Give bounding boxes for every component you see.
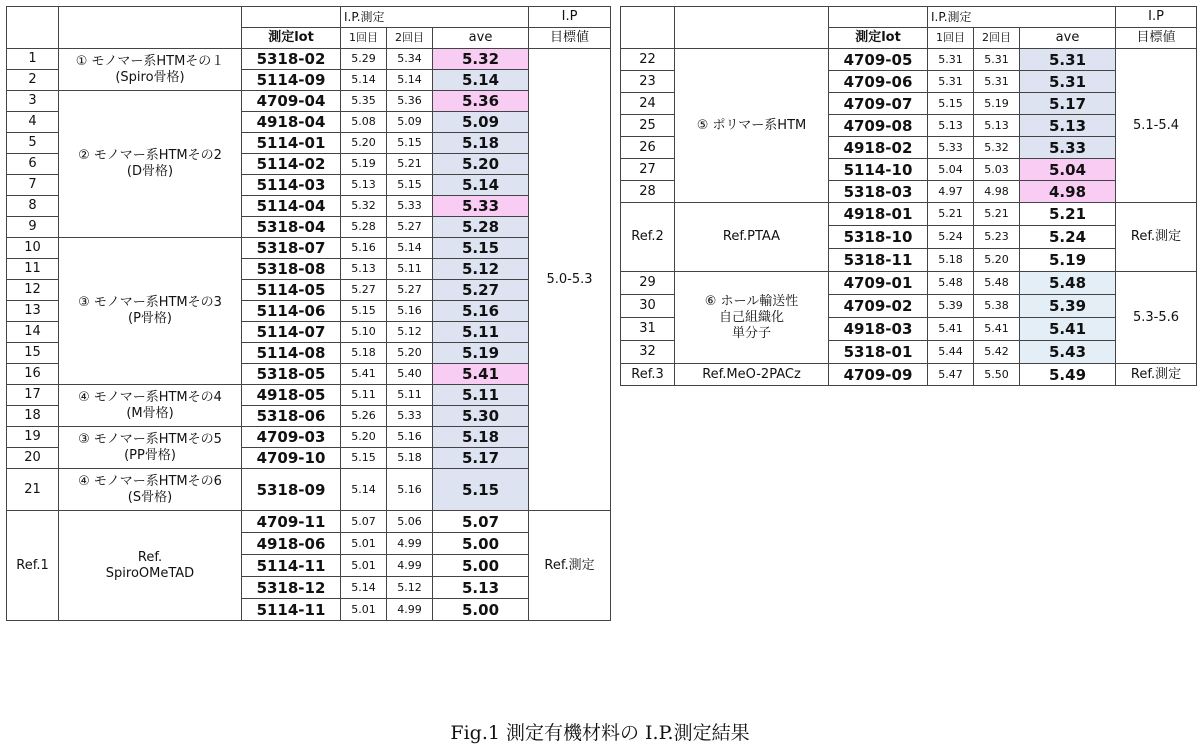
lot-cell: 5318-07: [242, 238, 341, 259]
lot-cell: 5114-01: [242, 133, 341, 154]
second-measure-cell: 5.03: [974, 159, 1020, 181]
second-measure-cell: 5.34: [387, 49, 433, 70]
second-measure-cell: 5.50: [974, 364, 1020, 386]
lot-cell: 4709-02: [829, 295, 928, 318]
first-measure-cell: 5.20: [341, 427, 387, 448]
first-measure-cell: 5.18: [928, 249, 974, 272]
second-measure-cell: 5.40: [387, 364, 433, 385]
first-measure-cell: 5.33: [928, 137, 974, 159]
ave-cell: 5.00: [433, 533, 529, 555]
second-measure-cell: 4.98: [974, 181, 1020, 203]
row-number: 25: [621, 115, 675, 137]
ave-cell: 5.17: [1020, 93, 1116, 115]
second-measure-cell: 5.21: [387, 154, 433, 175]
lot-cell: 5318-06: [242, 406, 341, 427]
table-row: [7, 469, 611, 511]
ave-cell: 5.16: [433, 301, 529, 322]
table-row: [7, 91, 611, 112]
ave-cell: 5.00: [433, 599, 529, 621]
header-ave: ave: [1020, 28, 1116, 49]
first-measure-cell: 5.21: [928, 203, 974, 226]
lot-cell: 5318-11: [829, 249, 928, 272]
ave-cell: 5.13: [1020, 115, 1116, 137]
ave-cell: 5.24: [1020, 226, 1116, 249]
ave-cell: 5.12: [433, 259, 529, 280]
ave-cell: 5.13: [433, 577, 529, 599]
lot-cell: 5114-06: [242, 301, 341, 322]
ave-cell: 5.21: [1020, 203, 1116, 226]
ip-target-cell: Ref.測定: [529, 511, 611, 621]
ip-target-cell: 5.3-5.6: [1116, 272, 1197, 364]
group-label: ④ モノマー系HTMその4 (M骨格): [59, 385, 242, 427]
first-measure-cell: 5.16: [341, 238, 387, 259]
second-measure-cell: 5.31: [974, 71, 1020, 93]
lot-cell: 5318-02: [242, 49, 341, 70]
header-ip-measure: I.P.測定: [928, 7, 1116, 28]
lot-cell: 5114-08: [242, 343, 341, 364]
header-target: 目標値: [1116, 28, 1197, 49]
lot-cell: 4709-08: [829, 115, 928, 137]
first-measure-cell: 5.08: [341, 112, 387, 133]
second-measure-cell: 5.16: [387, 301, 433, 322]
first-measure-cell: 5.01: [341, 555, 387, 577]
group-label: ⑤ ポリマー系HTM: [675, 49, 829, 203]
lot-cell: 5318-10: [829, 226, 928, 249]
lot-cell: 5114-10: [829, 159, 928, 181]
first-measure-cell: 5.41: [341, 364, 387, 385]
ave-cell: 5.36: [433, 91, 529, 112]
row-number: 6: [7, 154, 59, 175]
group-label: Ref.MeO-2PACz: [675, 364, 829, 386]
ip-target-cell: Ref.測定: [1116, 364, 1197, 386]
table-row: [621, 7, 1197, 28]
ave-cell: 5.07: [433, 511, 529, 533]
first-measure-cell: 5.18: [341, 343, 387, 364]
header-first: 1回目: [928, 28, 974, 49]
first-measure-cell: 5.26: [341, 406, 387, 427]
row-number: 10: [7, 238, 59, 259]
second-measure-cell: 5.13: [974, 115, 1020, 137]
first-measure-cell: 5.48: [928, 272, 974, 295]
second-measure-cell: 5.20: [387, 343, 433, 364]
first-measure-cell: 5.15: [341, 301, 387, 322]
ave-cell: 5.32: [433, 49, 529, 70]
first-measure-cell: 5.10: [341, 322, 387, 343]
first-measure-cell: 5.32: [341, 196, 387, 217]
row-number: 19: [7, 427, 59, 448]
header-lot: 測定lot: [242, 28, 341, 49]
first-measure-cell: 5.29: [341, 49, 387, 70]
second-measure-cell: 5.38: [974, 295, 1020, 318]
ave-cell: 5.15: [433, 469, 529, 511]
table-row: [7, 238, 611, 259]
second-measure-cell: 5.27: [387, 280, 433, 301]
header-second: 2回目: [387, 28, 433, 49]
ave-cell: 5.39: [1020, 295, 1116, 318]
lot-cell: 5318-12: [242, 577, 341, 599]
second-measure-cell: 5.27: [387, 217, 433, 238]
ave-cell: 5.19: [433, 343, 529, 364]
second-measure-cell: 5.06: [387, 511, 433, 533]
lot-cell: 5114-07: [242, 322, 341, 343]
ave-cell: 5.15: [433, 238, 529, 259]
lot-cell: 4709-06: [829, 71, 928, 93]
lot-cell: 5318-08: [242, 259, 341, 280]
table-row: [7, 7, 611, 28]
header-ip-measure: I.P.測定: [341, 7, 529, 28]
second-measure-cell: 5.14: [387, 70, 433, 91]
lot-cell: 5318-01: [829, 341, 928, 364]
header-material: [59, 7, 242, 49]
lot-cell: 5318-09: [242, 469, 341, 511]
group-label: ③ モノマー系HTMその5 (PP骨格): [59, 427, 242, 469]
second-measure-cell: 5.33: [387, 196, 433, 217]
ref-number: Ref.3: [621, 364, 675, 386]
ave-cell: 5.14: [433, 175, 529, 196]
row-number: 14: [7, 322, 59, 343]
row-number: 5: [7, 133, 59, 154]
lot-cell: 4709-03: [242, 427, 341, 448]
first-measure-cell: 5.13: [341, 175, 387, 196]
second-measure-cell: 5.32: [974, 137, 1020, 159]
row-number: 29: [621, 272, 675, 295]
first-measure-cell: 5.35: [341, 91, 387, 112]
lot-cell: 4918-03: [829, 318, 928, 341]
table-row: [7, 385, 611, 406]
header-target: 目標値: [529, 28, 611, 49]
second-measure-cell: 5.09: [387, 112, 433, 133]
header-ip: I.P: [1116, 7, 1197, 28]
ip-target-cell: 5.0-5.3: [529, 49, 611, 511]
ave-cell: 5.27: [433, 280, 529, 301]
ave-cell: 5.41: [433, 364, 529, 385]
first-measure-cell: 5.41: [928, 318, 974, 341]
row-number: 24: [621, 93, 675, 115]
row-number: 7: [7, 175, 59, 196]
group-label: Ref.PTAA: [675, 203, 829, 272]
second-measure-cell: 5.16: [387, 427, 433, 448]
first-measure-cell: 5.24: [928, 226, 974, 249]
first-measure-cell: 5.04: [928, 159, 974, 181]
first-measure-cell: 5.27: [341, 280, 387, 301]
first-measure-cell: 5.13: [341, 259, 387, 280]
table-row: [621, 364, 1197, 386]
right-table: [620, 6, 1197, 386]
table-row: [621, 272, 1197, 295]
ip-target-cell: 5.1-5.4: [1116, 49, 1197, 203]
row-number: 11: [7, 259, 59, 280]
table-row: [621, 203, 1197, 226]
ave-cell: 5.09: [433, 112, 529, 133]
row-number: 31: [621, 318, 675, 341]
first-measure-cell: 5.47: [928, 364, 974, 386]
group-label: ② モノマー系HTMその2 (D骨格): [59, 91, 242, 238]
table-row: [7, 49, 611, 70]
row-number: 22: [621, 49, 675, 71]
lot-cell: 4918-04: [242, 112, 341, 133]
first-measure-cell: 5.13: [928, 115, 974, 137]
ave-cell: 5.19: [1020, 249, 1116, 272]
header-no: [621, 7, 675, 49]
first-measure-cell: 5.14: [341, 469, 387, 511]
second-measure-cell: 5.12: [387, 322, 433, 343]
ave-cell: 5.48: [1020, 272, 1116, 295]
header-blank: [829, 7, 928, 28]
ave-cell: 5.11: [433, 385, 529, 406]
row-number: 18: [7, 406, 59, 427]
first-measure-cell: 5.01: [341, 533, 387, 555]
ave-cell: 5.04: [1020, 159, 1116, 181]
header-no: [7, 7, 59, 49]
ave-cell: 5.17: [433, 448, 529, 469]
lot-cell: 5114-05: [242, 280, 341, 301]
table-row: [621, 49, 1197, 71]
first-measure-cell: 5.01: [341, 599, 387, 621]
header-second: 2回目: [974, 28, 1020, 49]
first-measure-cell: 5.14: [341, 70, 387, 91]
lot-cell: 5114-03: [242, 175, 341, 196]
second-measure-cell: 5.14: [387, 238, 433, 259]
ref-number: Ref.2: [621, 203, 675, 272]
lot-cell: 4709-04: [242, 91, 341, 112]
row-number: 21: [7, 469, 59, 511]
first-measure-cell: 5.19: [341, 154, 387, 175]
header-material: [675, 7, 829, 49]
second-measure-cell: 5.23: [974, 226, 1020, 249]
ave-cell: 5.33: [1020, 137, 1116, 159]
ave-cell: 5.20: [433, 154, 529, 175]
lot-cell: 4709-09: [829, 364, 928, 386]
lot-cell: 5114-11: [242, 599, 341, 621]
header-ip: I.P: [529, 7, 611, 28]
second-measure-cell: 5.16: [387, 469, 433, 511]
second-measure-cell: 5.31: [974, 49, 1020, 71]
ave-cell: 5.49: [1020, 364, 1116, 386]
row-number: 1: [7, 49, 59, 70]
lot-cell: 5114-04: [242, 196, 341, 217]
lot-cell: 5114-11: [242, 555, 341, 577]
table-row: [7, 511, 611, 533]
table-row: [7, 427, 611, 448]
row-number: 26: [621, 137, 675, 159]
row-number: 15: [7, 343, 59, 364]
first-measure-cell: 5.39: [928, 295, 974, 318]
second-measure-cell: 4.99: [387, 599, 433, 621]
row-number: 12: [7, 280, 59, 301]
left-table: [6, 6, 611, 621]
second-measure-cell: 5.15: [387, 133, 433, 154]
row-number: 2: [7, 70, 59, 91]
second-measure-cell: 5.42: [974, 341, 1020, 364]
row-number: 30: [621, 295, 675, 318]
ave-cell: 5.00: [433, 555, 529, 577]
lot-cell: 4709-05: [829, 49, 928, 71]
row-number: 9: [7, 217, 59, 238]
ave-cell: 5.30: [433, 406, 529, 427]
ave-cell: 5.14: [433, 70, 529, 91]
ave-cell: 5.11: [433, 322, 529, 343]
second-measure-cell: 5.11: [387, 259, 433, 280]
ip-target-cell: Ref.測定: [1116, 203, 1197, 272]
figure-caption: Fig.1 測定有機材料の I.P.測定結果: [450, 722, 750, 744]
group-label: ④ モノマー系HTMその6 (S骨格): [59, 469, 242, 511]
second-measure-cell: 5.48: [974, 272, 1020, 295]
second-measure-cell: 5.11: [387, 385, 433, 406]
second-measure-cell: 5.36: [387, 91, 433, 112]
second-measure-cell: 5.18: [387, 448, 433, 469]
lot-cell: 5114-02: [242, 154, 341, 175]
second-measure-cell: 5.12: [387, 577, 433, 599]
second-measure-cell: 5.41: [974, 318, 1020, 341]
row-number: 23: [621, 71, 675, 93]
second-measure-cell: 5.21: [974, 203, 1020, 226]
header-ave: ave: [433, 28, 529, 49]
first-measure-cell: 5.31: [928, 49, 974, 71]
second-measure-cell: 4.99: [387, 555, 433, 577]
second-measure-cell: 5.20: [974, 249, 1020, 272]
lot-cell: 4709-01: [829, 272, 928, 295]
first-measure-cell: 4.97: [928, 181, 974, 203]
row-number: 3: [7, 91, 59, 112]
lot-cell: 4918-01: [829, 203, 928, 226]
first-measure-cell: 5.20: [341, 133, 387, 154]
lot-cell: 5318-05: [242, 364, 341, 385]
lot-cell: 4709-11: [242, 511, 341, 533]
first-measure-cell: 5.28: [341, 217, 387, 238]
ave-cell: 5.41: [1020, 318, 1116, 341]
row-number: 28: [621, 181, 675, 203]
first-measure-cell: 5.15: [928, 93, 974, 115]
first-measure-cell: 5.44: [928, 341, 974, 364]
ave-cell: 5.18: [433, 133, 529, 154]
lot-cell: 4918-06: [242, 533, 341, 555]
ave-cell: 5.43: [1020, 341, 1116, 364]
ref-number: Ref.1: [7, 511, 59, 621]
row-number: 17: [7, 385, 59, 406]
row-number: 20: [7, 448, 59, 469]
lot-cell: 4918-02: [829, 137, 928, 159]
first-measure-cell: 5.14: [341, 577, 387, 599]
lot-cell: 5318-04: [242, 217, 341, 238]
ave-cell: 5.33: [433, 196, 529, 217]
lot-cell: 4709-10: [242, 448, 341, 469]
group-label: ① モノマー系HTMその１ (Spiro骨格): [59, 49, 242, 91]
header-lot: 測定lot: [829, 28, 928, 49]
ave-cell: 5.18: [433, 427, 529, 448]
first-measure-cell: 5.11: [341, 385, 387, 406]
lot-cell: 5114-09: [242, 70, 341, 91]
lot-cell: 4918-05: [242, 385, 341, 406]
ave-cell: 5.31: [1020, 49, 1116, 71]
first-measure-cell: 5.15: [341, 448, 387, 469]
second-measure-cell: 4.99: [387, 533, 433, 555]
lot-cell: 4709-07: [829, 93, 928, 115]
row-number: 32: [621, 341, 675, 364]
ave-cell: 4.98: [1020, 181, 1116, 203]
second-measure-cell: 5.33: [387, 406, 433, 427]
group-label: ③ モノマー系HTMその3 (P骨格): [59, 238, 242, 385]
group-label: ⑥ ホール輸送性 自己組織化 単分子: [675, 272, 829, 364]
group-label: Ref. SpiroOMeTAD: [59, 511, 242, 621]
row-number: 4: [7, 112, 59, 133]
ave-cell: 5.31: [1020, 71, 1116, 93]
row-number: 27: [621, 159, 675, 181]
header-first: 1回目: [341, 28, 387, 49]
first-measure-cell: 5.07: [341, 511, 387, 533]
ave-cell: 5.28: [433, 217, 529, 238]
row-number: 16: [7, 364, 59, 385]
row-number: 8: [7, 196, 59, 217]
second-measure-cell: 5.19: [974, 93, 1020, 115]
lot-cell: 5318-03: [829, 181, 928, 203]
row-number: 13: [7, 301, 59, 322]
first-measure-cell: 5.31: [928, 71, 974, 93]
second-measure-cell: 5.15: [387, 175, 433, 196]
header-blank: [242, 7, 341, 28]
